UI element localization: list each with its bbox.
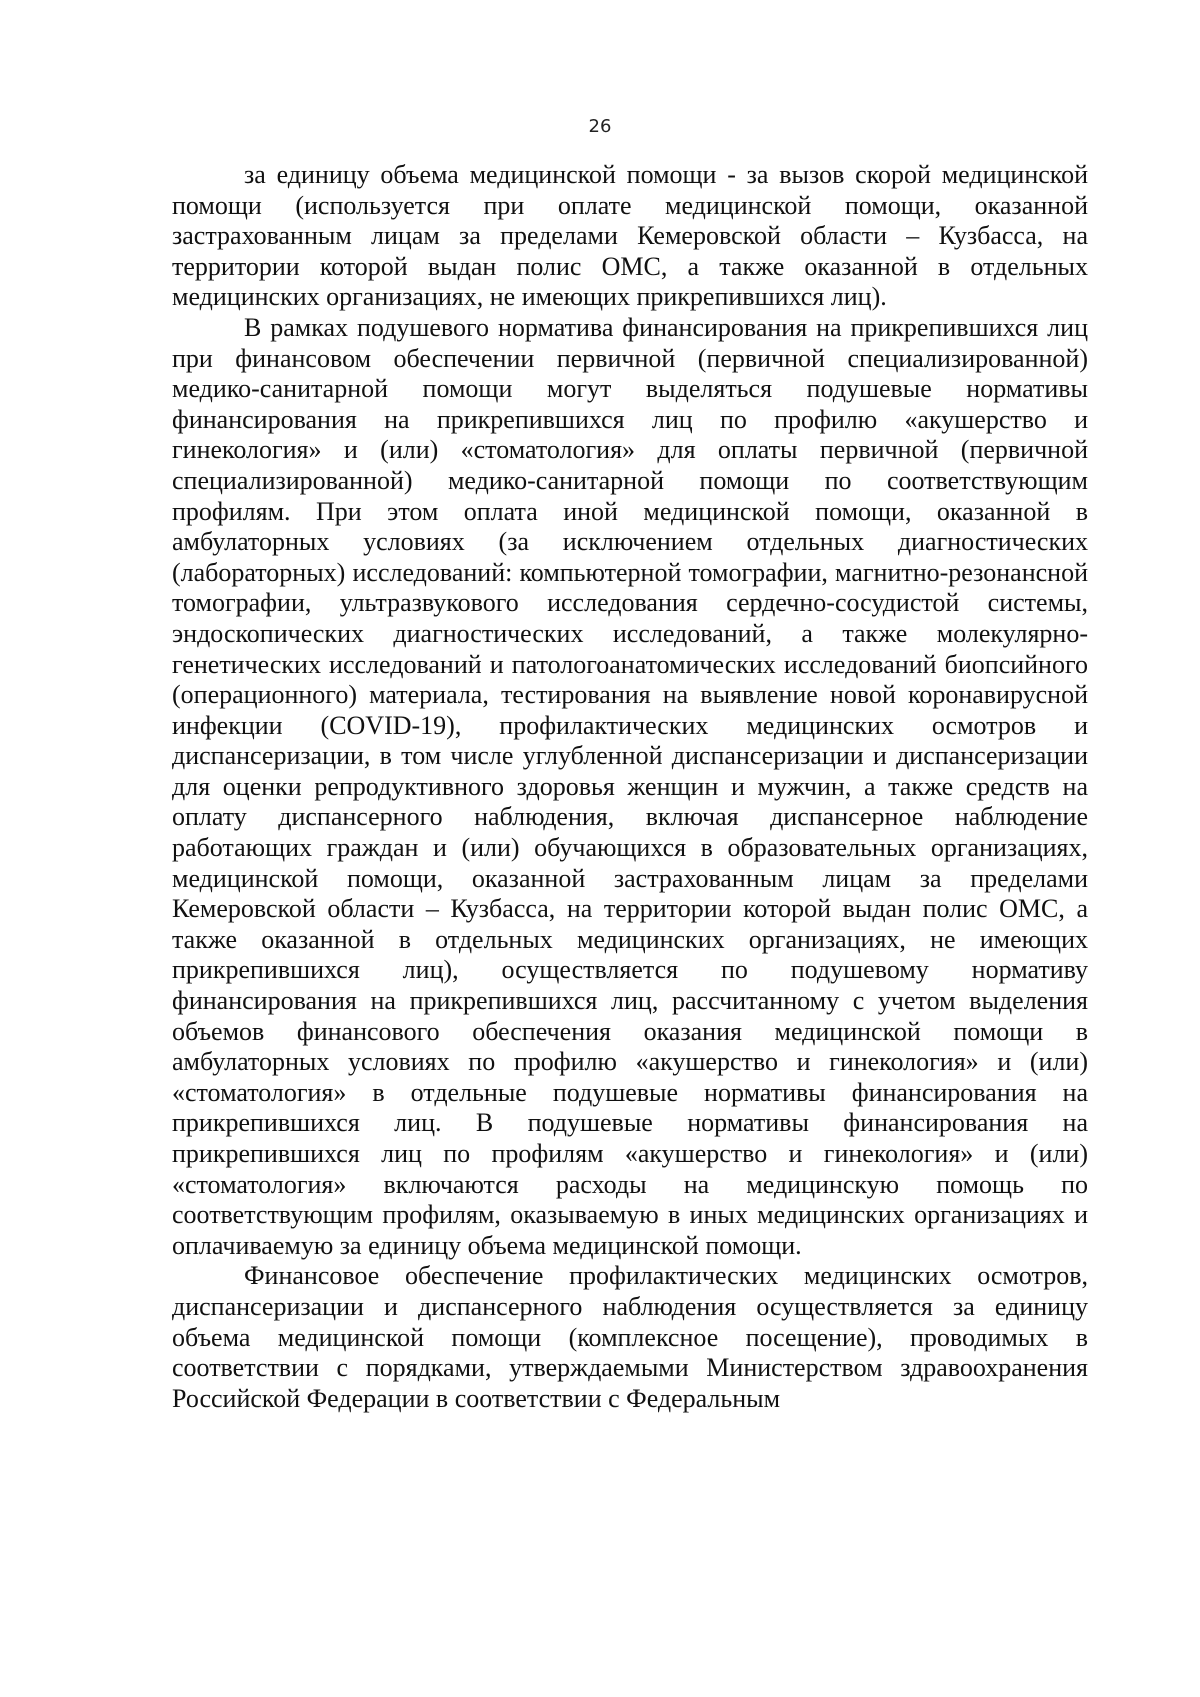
paragraph-3: Финансовое обеспечение профилактических медицинских осмотров, диспансеризации и диспансерного наблюдения осуществляется за единицу объема медицинской помощи (комплексное посещение), проводимых в соответствии с порядками, утверждаемыми Министерством здравоохранения Российской Федерации в соответствии с Федеральным <box>172 1261 1088 1413</box>
document-body <box>172 160 1088 1414</box>
page-number: 26 <box>588 116 612 137</box>
paragraph-2: В рамках подушевого норматива финансирования на прикрепившихся лиц при финансовом обеспечении первичной (первичной специализированной) медико-санитарной помощи могут выделяться подушевые нормативы финансирования на прикрепившихся лиц по профилю «акушерство и гинекология» и (или) «стоматология» для оплаты первичной (первичной специализированной) медико-санитарной помощи по соответствующим профилям. При этом оплата иной медицинской помощи, оказанной в амбулаторных условиях (за исключением отдельных диагностических (лабораторных) исследований: компьютерной томографии, магнитно-резонансной томографии, ультразвукового исследования сердечно-сосудистой системы, эндоскопических диагностических исследований, а также молекулярно-генетических исследований и патологоанатомических исследований биопсийного (операционного) материала, тестирования на выявление новой коронавирусной инфекции (COVID-19), профилактических медицинских осмотров и диспансеризации, в том числе углубленной диспансеризации и диспансеризации для оценки репродуктивного здоровья женщин и мужчин, а также средств на оплату диспансерного наблюдения, включая диспансерное наблюдение работающих граждан и (или) обучающихся в образовательных организациях, медицинской помощи, оказанной застрахованным лицам за пределами Кемеровской области – Кузбасса, на территории которой выдан полис ОМС, а также оказанной в отдельных медицинских организациях, не имеющих прикрепившихся лиц), осуществляется по подушевому нормативу финансирования на прикрепившихся лиц, рассчитанному с учетом выделения объемов финансового обеспечения оказания медицинской помощи в амбулаторных условиях по профилю «акушерство и гинекология» и (или) «стоматология» в отдельные подушевые нормативы финансирования на прикрепившихся лиц. В подушевые нормативы финансирования на прикрепившихся лиц по профилям «акушерство и гинекология» и (или) «стоматология» включаются расходы на медицинскую помощь по соответствующим профилям, оказываемую в иных медицинских организациях и оплачиваемую за единицу объема медицинской помощи. <box>172 312 1088 1260</box>
paragraph-1: за единицу объема медицинской помощи - за вызов скорой медицинской помощи (используется при оплате медицинской помощи, оказанной застрахованным лицам за пределами Кемеровской области – Кузбасса, на территории которой выдан полис ОМС, а также оказанной в отдельных медицинских организациях, не имеющих прикрепившихся лиц). <box>172 160 1088 312</box>
